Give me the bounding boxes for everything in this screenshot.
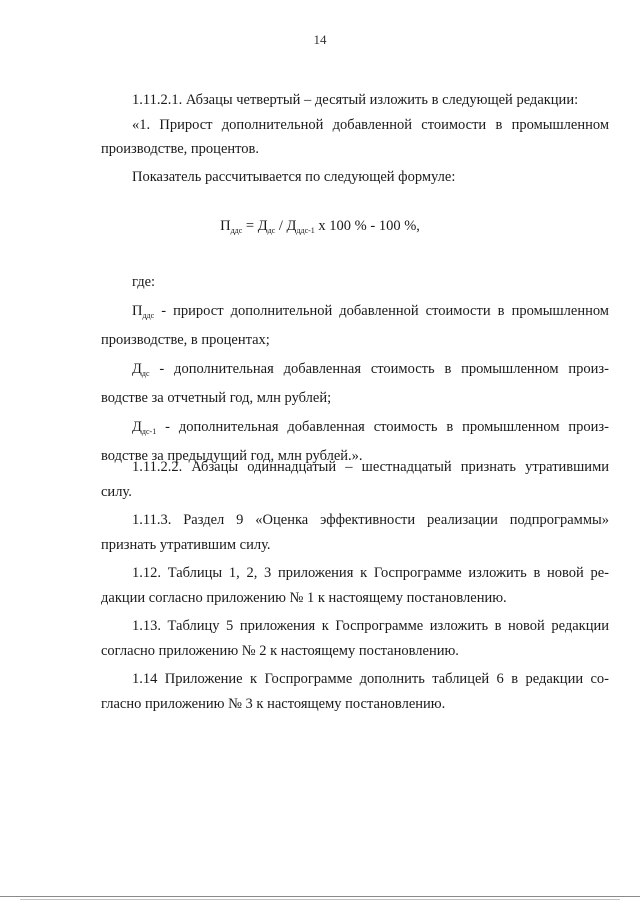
formula-p: П xyxy=(220,218,231,234)
legend-item-3-line-1 xyxy=(101,415,609,445)
paragraph-4-line-1: 1.13. Таблицу 5 приложения к Госпрограмме изложить в новой редакции xyxy=(132,618,609,634)
legend-item-3-symbol: Д xyxy=(132,418,142,435)
paragraph-1-line-2: силу. xyxy=(101,483,132,500)
intro-line-2: «1. Прирост дополнительной добавленной стоимости в промышленном xyxy=(132,116,609,133)
paragraph-2-line-2: признать утратившим силу. xyxy=(101,536,271,553)
legend-item-1-line-2: производстве, в процентах; xyxy=(101,332,270,348)
legend-item-2-line-2: водстве за отчетный год, млн рублей; xyxy=(101,390,332,406)
intro-line-4: Показатель рассчитывается по следующей формуле: xyxy=(132,168,456,185)
formula-tail: х 100 % - 100 %, xyxy=(314,218,420,234)
formula-slash: / xyxy=(275,218,287,234)
page-number: 14 xyxy=(313,32,327,47)
formula xyxy=(0,214,640,243)
paragraph-2-line-1: 1.11.3. Раздел 9 «Оценка эффективности реализации подпрограммы» xyxy=(132,512,609,528)
legend-block xyxy=(101,270,609,469)
scan-edge-line-secondary xyxy=(20,899,620,900)
legend-item-1-sub: ддс xyxy=(142,310,155,320)
paragraph-5-line-2: гласно приложению № 3 к настоящему постановлению. xyxy=(101,695,446,712)
formula-eq: = xyxy=(242,218,258,234)
legend-item-1-line-1 xyxy=(101,299,609,329)
legend-item-2-line-1 xyxy=(101,357,609,387)
intro-line-3: производстве, процентов. xyxy=(101,141,260,157)
legend-where: где: xyxy=(132,274,156,290)
paragraph-3-line-1: 1.12. Таблицы 1, 2, 3 приложения к Госпрограмме изложить в новой ре- xyxy=(132,565,609,581)
legend-item-3-line-2: водстве за предыдущий год, млн рублей.». xyxy=(101,448,363,464)
legend-item-1-symbol: П xyxy=(132,302,143,319)
formula-d-sub: дс xyxy=(267,226,276,235)
legend-item-3-sub: дс-1 xyxy=(141,426,157,436)
paragraph-4-line-2: согласно приложению № 2 к настоящему постановлению. xyxy=(101,642,459,659)
formula-p-sub: ддс xyxy=(230,226,243,235)
formula-d: Д xyxy=(257,218,268,234)
formula-d2: Д xyxy=(286,218,297,234)
legend-item-2-sub: дс xyxy=(141,368,150,378)
scan-edge-line xyxy=(0,896,640,897)
intro-line-1: 1.11.2.1. Абзацы четвертый – десятый изложить в следующей редакции: xyxy=(132,92,579,108)
intro-block xyxy=(101,88,609,189)
legend-item-2-text: - дополнительная добавленная стоимость в промышленном произ- xyxy=(149,360,609,377)
legend-item-3-text: - дополнительная добавленная стоимость в промышленном произ- xyxy=(156,418,609,435)
paragraph-1-line-1: 1.11.2.2. Абзацы одиннадцатый – шестнадцатый признать утратившими xyxy=(132,459,609,475)
paragraph-5-line-1: 1.14 Приложение к Госпрограмме дополнить таблицей 6 в редакции со- xyxy=(132,671,609,687)
legend-item-2-symbol: Д xyxy=(132,360,142,377)
paragraph-3-line-2: дакции согласно приложению № 1 к настоящему постановлению. xyxy=(101,589,507,606)
legend-item-1-text: - прирост дополнительной добавленной стоимости в промышленном xyxy=(154,302,609,319)
formula-d2-sub: ддс-1 xyxy=(296,226,315,235)
paragraphs-block xyxy=(101,455,609,716)
